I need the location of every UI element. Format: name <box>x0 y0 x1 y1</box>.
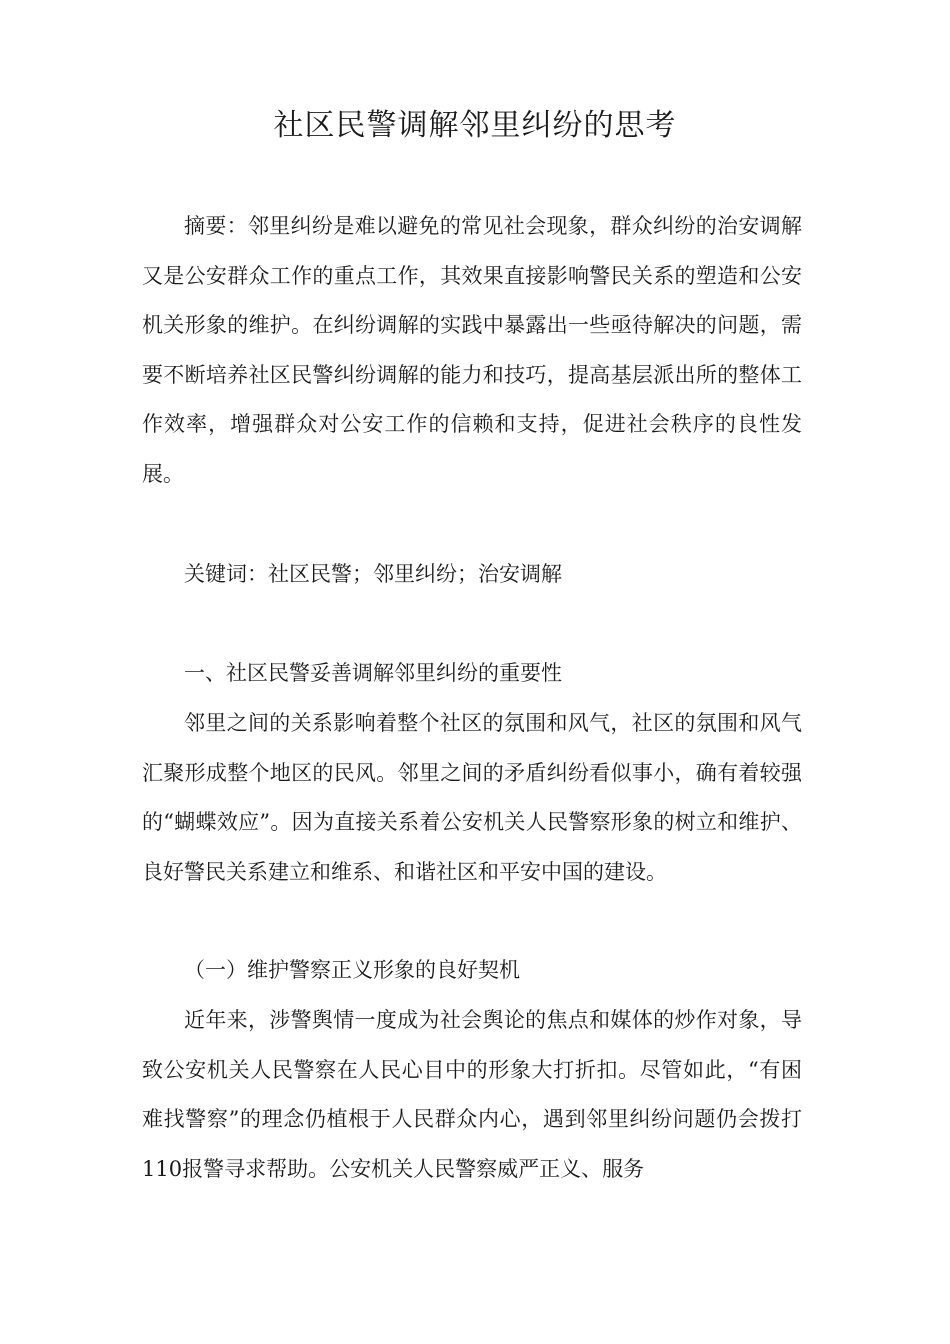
keywords-line: 关键词：社区民警；邻里纠纷；治安调解 <box>184 562 562 586</box>
body-paragraph: 近年来，涉警舆情一度成为社会舆论的焦点和媒体的炒作对象，导致公安机关人民警察在人民心目中的形象大打折扣。尽管如此，“有困难找警察”的理念仍植根于人民群众内心，遇到邻里纠纷问题仍会拨打110报警寻求帮助。公安机关人民警察威严正义、服务 <box>142 1008 802 1181</box>
abstract-paragraph: 摘要：邻里纠纷是难以避免的常见社会现象，群众纠纷的治安调解又是公安群众工作的重点工作，其效果直接影响警民关系的塑造和公安机关形象的维护。在纠纷调解的实践中暴露出一些亟待解决的问题，需要不断培养社区民警纠纷调解的能力和技巧，提高基层派出所的整体工作效率，增强群众对公安工作的信赖和支持，促进社会秩序的良性发展。 <box>142 214 802 486</box>
subsection-heading: （一）维护警察正义形象的良好契机 <box>184 958 520 982</box>
body-paragraph: 邻里之间的关系影响着整个社区的氛围和风气，社区的氛围和风气汇聚形成整个地区的民风。邻里之间的矛盾纠纷看似事小，确有着较强的“蝴蝶效应”。因为直接关系着公安机关人民警察形象的树立和维护、良好警民关系建立和维系、和谐社区和平安中国的建设。 <box>142 711 802 884</box>
document-title: 社区民警调解邻里纠纷的思考 <box>273 108 677 143</box>
section-heading: 一、社区民警妥善调解邻里纠纷的重要性 <box>184 661 562 685</box>
